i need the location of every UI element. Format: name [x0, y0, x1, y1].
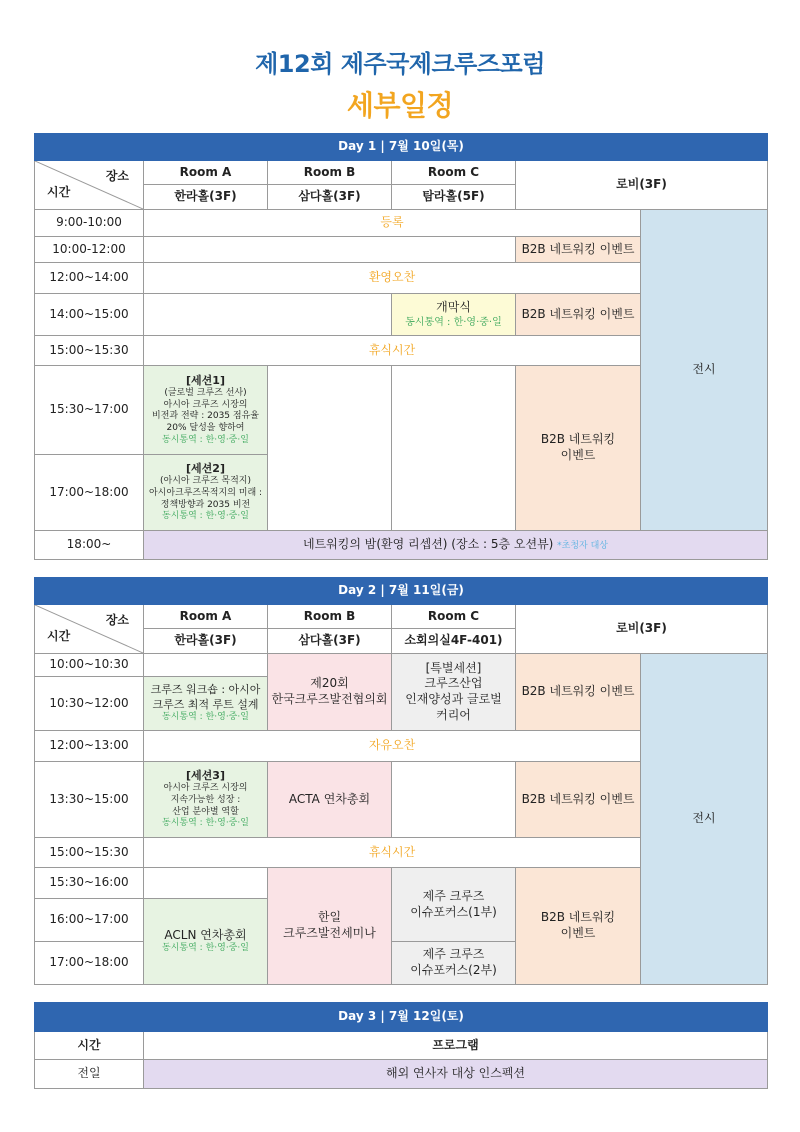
opening-cell: [392, 294, 516, 336]
session3-desc: 아시아 크루즈 시장의: [163, 783, 248, 794]
workshop-cell: [144, 677, 268, 731]
issue-focus-line: 이슈포커스(1부): [410, 904, 497, 919]
session2-cell: [144, 455, 268, 531]
issue-focus-2-cell: [392, 942, 516, 985]
room-a-header: Room A: [144, 605, 268, 629]
time-cell: 9:00-10:00: [35, 210, 144, 237]
special-line: 인재양성과 글로벌: [405, 692, 502, 706]
acln-cell: [144, 899, 268, 985]
session2-desc: 아시아크루즈목적지의 미래 :: [148, 487, 263, 498]
room-c-header: Room C: [392, 605, 516, 629]
special-line: [특별세션]: [425, 660, 482, 675]
session2-desc: 정책방향과 2035 비전: [160, 499, 251, 510]
inspection-cell: 해외 연사자 대상 인스펙션: [144, 1060, 768, 1089]
time-cell: 14:00~15:00: [35, 294, 144, 336]
session1-interp: 동시통역 : 한·영·중·일: [162, 434, 249, 445]
empty-cell: [268, 366, 392, 531]
b2b-networking-cell: [516, 868, 641, 985]
day1-corner-cell: [35, 161, 144, 210]
session1-cell: [144, 366, 268, 455]
hall-c-header: 소회의실4F-401): [392, 629, 516, 654]
session2-title: [세션2]: [186, 461, 225, 475]
exhibit-cell: 전시: [641, 210, 768, 531]
lunch-cell: 환영오찬: [144, 263, 641, 294]
break-cell: 휴식시간: [144, 838, 641, 868]
empty-cell: [392, 366, 516, 531]
b2b-cell: B2B 네트워킹 이벤트: [516, 294, 641, 336]
day1-heading: Day 1 | 7월 10일(목): [35, 134, 768, 161]
workshop-line: 크루즈 최적 루트 설계: [152, 697, 259, 711]
time-cell: 10:00-12:00: [35, 237, 144, 263]
place-label: 장소: [105, 613, 129, 627]
time-cell: 15:00~15:30: [35, 336, 144, 366]
session1-desc: 아시아 크루즈 시장의: [163, 399, 248, 410]
empty-cell: [144, 294, 392, 336]
seminar-line: 크루즈발전세미나: [283, 926, 376, 940]
time-cell: 15:30~16:00: [35, 868, 144, 899]
room-b-header: Room B: [268, 161, 392, 185]
lunch-cell: 자유오찬: [144, 731, 641, 762]
session1-subtitle: (글로벌 크루즈 선사): [164, 387, 247, 398]
opening-label: 개막식: [436, 300, 471, 315]
acln-label: ACLN 연차총회: [164, 927, 247, 942]
session3-desc: 산업 분야별 역할: [172, 806, 239, 817]
lobby-header: 로비(3F): [516, 161, 768, 210]
time-cell: 16:00~17:00: [35, 899, 144, 942]
opening-interp: 동시통역 : 한·영·중·일: [405, 316, 502, 328]
day3-time-header: 시간: [35, 1032, 144, 1060]
time-label: 시간: [47, 629, 71, 644]
time-cell: 18:00~: [35, 531, 144, 560]
b2b-cell: B2B 네트워킹 이벤트: [516, 762, 641, 838]
session3-title: [세션3]: [186, 768, 225, 782]
empty-cell: [144, 868, 268, 899]
council-line: 제20회: [310, 676, 349, 691]
day3-program-header: 프로그램: [144, 1032, 768, 1060]
empty-cell: [392, 762, 516, 838]
break-cell: 휴식시간: [144, 336, 641, 366]
day2-corner-cell: [35, 605, 144, 654]
issue-focus-line: 이슈포커스(2부): [410, 963, 497, 977]
empty-cell: [144, 654, 268, 677]
day3-heading: Day 3 | 7월 12일(토): [35, 1003, 768, 1032]
day3-schedule-table: [34, 1002, 768, 1089]
day2-heading: Day 2 | 7월 11일(금): [35, 578, 768, 605]
time-cell: 13:30~15:00: [35, 762, 144, 838]
lobby-header: 로비(3F): [516, 605, 768, 654]
time-cell: 전일: [35, 1060, 144, 1089]
acta-cell: ACTA 연차총회: [268, 762, 392, 838]
hall-b-header: 삼다홀(3F): [268, 185, 392, 210]
session3-interp: 동시통역 : 한·영·중·일: [162, 818, 249, 829]
hall-b-header: 삼다홀(3F): [268, 629, 392, 654]
hall-a-header: 한라홀(3F): [144, 185, 268, 210]
korea-japan-seminar-cell: [268, 868, 392, 985]
special-line: 크루즈산업: [424, 676, 483, 691]
hall-a-header: 한라홀(3F): [144, 629, 268, 654]
workshop-line: 크루즈 워크숍 : 아시아: [150, 683, 261, 697]
session2-subtitle: (아시아 크루즈 목적지): [160, 476, 251, 487]
time-cell: 17:00~18:00: [35, 942, 144, 985]
page-title: 제12회 제주국제크루즈포럼: [255, 50, 545, 78]
invitee-note: *초청자 대상: [557, 541, 609, 552]
b2b-cell: B2B 네트워킹 이벤트: [516, 654, 641, 731]
empty-cell: [144, 237, 516, 263]
council-line: 한국크루즈발전협의회: [271, 692, 388, 706]
b2b-line: B2B 네트워킹: [540, 910, 616, 925]
b2b-line: B2B 네트워킹: [540, 432, 616, 447]
time-cell: 10:00~10:30: [35, 654, 144, 677]
time-cell: 10:30~12:00: [35, 677, 144, 731]
acln-interp: 동시통역 : 한·영·중·일: [162, 943, 249, 954]
day2-schedule-table: [34, 577, 768, 985]
room-a-header: Room A: [144, 161, 268, 185]
exhibit-cell: 전시: [641, 654, 768, 985]
page-subtitle: 세부일정: [346, 89, 454, 122]
hall-c-header: 탐라홀(5F): [392, 185, 516, 210]
session2-interp: 동시통역 : 한·영·중·일: [162, 511, 249, 522]
room-b-header: Room B: [268, 605, 392, 629]
issue-focus-line: 제주 크루즈: [422, 888, 485, 903]
special-session-cell: [392, 654, 516, 731]
session1-title: [세션1]: [186, 373, 225, 387]
session3-desc: 지속가능한 성장 :: [170, 794, 241, 805]
workshop-interp: 동시통역 : 한·영·중·일: [162, 711, 249, 722]
day1-schedule-table: [34, 133, 768, 560]
special-line: 커리어: [436, 707, 471, 722]
session1-desc: 20% 달성을 향하여: [166, 422, 245, 433]
seminar-line: 한일: [317, 910, 342, 925]
time-cell: 15:00~15:30: [35, 838, 144, 868]
b2b-line: 이벤트: [560, 448, 596, 462]
b2b-networking-cell: [516, 366, 641, 531]
b2b-cell: B2B 네트워킹 이벤트: [516, 237, 641, 263]
issue-focus-line: 제주 크루즈: [422, 947, 485, 962]
session1-desc: 비전과 전략 : 2035 점유율: [152, 411, 259, 422]
b2b-line: 이벤트: [560, 926, 596, 940]
registration-cell: 등록: [144, 210, 641, 237]
council-cell: [268, 654, 392, 731]
networking-night-label: 네트워킹의 밤(환영 리셉션) (장소 : 5층 오션뷰): [302, 537, 554, 552]
time-cell: 15:30~17:00: [35, 366, 144, 455]
session3-cell: [144, 762, 268, 838]
place-label: 장소: [105, 169, 129, 183]
issue-focus-1-cell: [392, 868, 516, 942]
room-c-header: Room C: [392, 161, 516, 185]
networking-night-cell: [144, 531, 768, 560]
time-cell: 17:00~18:00: [35, 455, 144, 531]
time-cell: 12:00~14:00: [35, 263, 144, 294]
time-label: 시간: [47, 185, 71, 200]
time-cell: 12:00~13:00: [35, 731, 144, 762]
